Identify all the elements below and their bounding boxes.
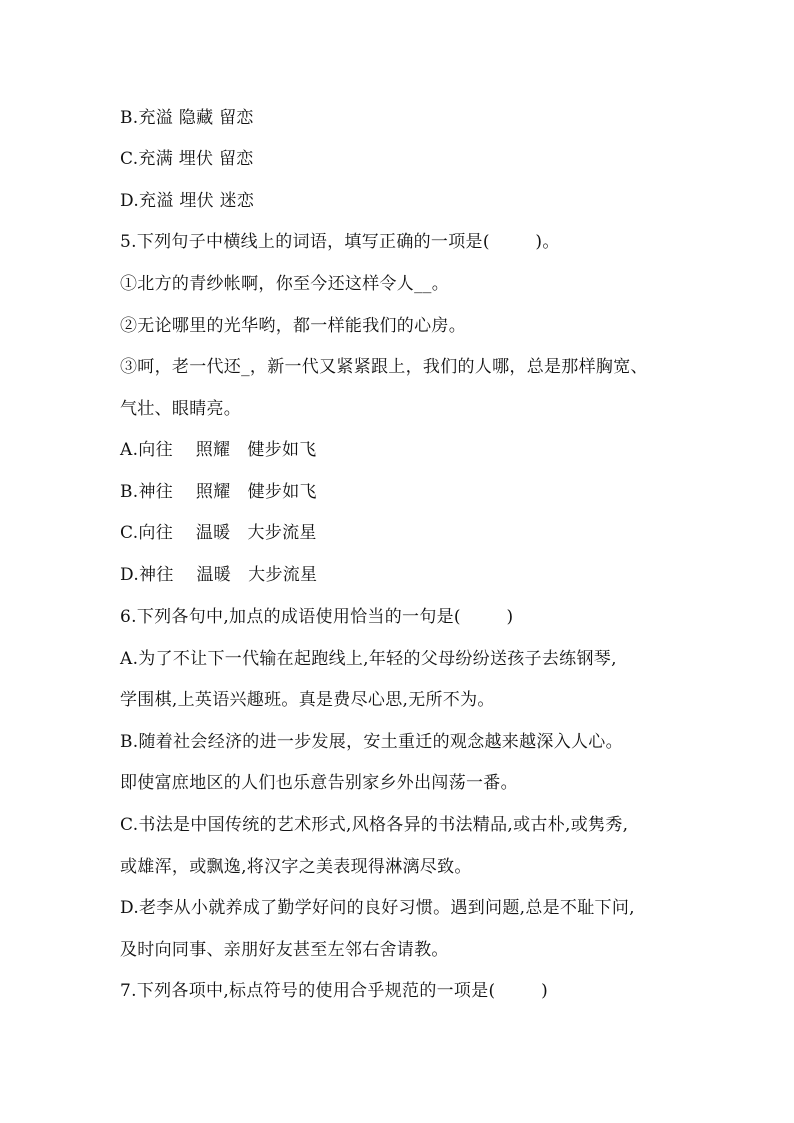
question-5-sentence-3-cont: 气壮、眼睛亮。 [120,399,242,419]
question-6-option-a: A.为了不让下一代输在起跑线上,年轻的父母纷纷送孩子去练钢琴, [120,649,617,669]
question-5-option-c: C.向往 温暖 大步流星 [120,523,317,543]
option-d-line: D.充溢 埋伏 迷恋 [120,191,255,211]
question-6-title: 6.下列各句中,加点的成语使用恰当的一句是( ) [120,607,514,627]
question-5-sentence-1: ①北方的青纱帐啊，你至今还这样令人__。 [120,274,449,294]
question-5-option-a: A.向往 照耀 健步如飞 [120,440,317,460]
option-b-line: B.充溢 隐藏 留恋 [120,108,254,128]
question-5-option-d: D.神往 温暖 大步流星 [120,565,318,585]
question-6-option-d: D.老李从小就养成了勤学好问的良好习惯。遇到问题,总是不耻下问, [120,898,635,918]
option-c-line: C.充满 埋伏 留恋 [120,149,254,169]
question-5-option-b: B.神往 照耀 健步如飞 [120,482,317,502]
question-6-option-d-cont: 及时向同事、亲朋好友甚至左邻右舍请教。 [120,940,449,960]
question-6-option-c-cont: 或雄浑，或飘逸,将汉字之美表现得淋漓尽致。 [120,857,472,877]
question-7-title: 7.下列各项中,标点符号的使用合乎规范的一项是( ) [120,981,549,1001]
question-6-option-a-cont: 学围棋,上英语兴趣班。真是费尽心思,无所不为。 [120,690,495,710]
question-6-option-b: B.随着社会经济的进一步发展，安土重迁的观念越来越深入人心。 [120,732,623,752]
question-6-option-b-cont: 即使富庶地区的人们也乐意告别家乡外出闯荡一番。 [120,773,518,793]
question-5-sentence-3: ③呵，老一代还_，新一代又紧紧跟上，我们的人哪，总是那样胸宽、 [120,357,648,377]
question-5-title: 5.下列句子中横线上的词语，填写正确的一项是( )。 [120,232,560,252]
question-5-sentence-2: ②无论哪里的光华哟，都一样能我们的心房。 [120,316,466,336]
question-6-option-c: C.书法是中国传统的艺术形式,风格各异的书法精品,或古朴,或隽秀, [120,815,629,835]
